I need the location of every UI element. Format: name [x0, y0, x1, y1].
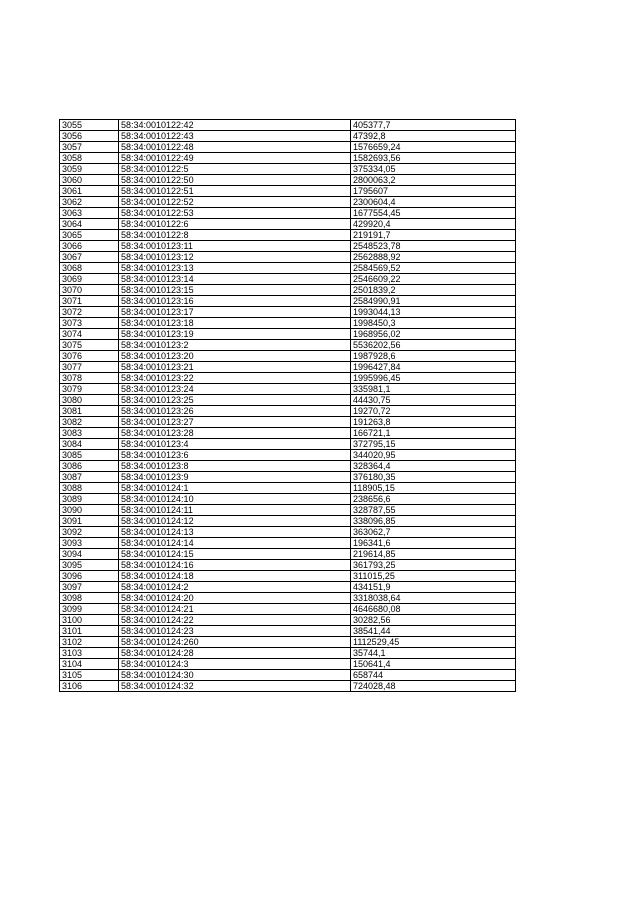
cadastral-id-cell: 58:34:0010122:53 — [119, 208, 351, 219]
row-number-cell: 3056 — [60, 131, 119, 142]
value-cell: 118905,15 — [351, 483, 516, 494]
table-row — [60, 637, 516, 648]
table-row — [60, 153, 516, 164]
table-row — [60, 252, 516, 263]
value-cell: 375334,05 — [351, 164, 516, 175]
table-row — [60, 615, 516, 626]
value-cell: 376180,35 — [351, 472, 516, 483]
cadastral-id-cell: 58:34:0010123:2 — [119, 340, 351, 351]
row-number-cell: 3088 — [60, 483, 119, 494]
cadastral-id-cell: 58:34:0010123:12 — [119, 252, 351, 263]
table-row — [60, 472, 516, 483]
cadastral-id-cell: 58:34:0010122:52 — [119, 197, 351, 208]
row-number-cell: 3087 — [60, 472, 119, 483]
cadastral-id-cell: 58:34:0010122:8 — [119, 230, 351, 241]
cadastral-id-cell: 58:34:0010122:50 — [119, 175, 351, 186]
cadastral-id-cell: 58:34:0010122:6 — [119, 219, 351, 230]
cadastral-id-cell: 58:34:0010123:13 — [119, 263, 351, 274]
row-number-cell: 3077 — [60, 362, 119, 373]
data-table — [59, 119, 516, 692]
cadastral-id-cell: 58:34:0010123:16 — [119, 296, 351, 307]
cadastral-id-cell: 58:34:0010123:4 — [119, 439, 351, 450]
row-number-cell: 3075 — [60, 340, 119, 351]
table-row — [60, 461, 516, 472]
value-cell: 1677554,45 — [351, 208, 516, 219]
table-row — [60, 362, 516, 373]
row-number-cell: 3063 — [60, 208, 119, 219]
cadastral-id-cell: 58:34:0010123:26 — [119, 406, 351, 417]
table-row — [60, 571, 516, 582]
table-row — [60, 274, 516, 285]
row-number-cell: 3080 — [60, 395, 119, 406]
value-cell: 344020,95 — [351, 450, 516, 461]
value-cell: 328364,4 — [351, 461, 516, 472]
table-row — [60, 131, 516, 142]
cadastral-id-cell: 58:34:0010123:24 — [119, 384, 351, 395]
row-number-cell: 3089 — [60, 494, 119, 505]
row-number-cell: 3096 — [60, 571, 119, 582]
cadastral-id-cell: 58:34:0010123:17 — [119, 307, 351, 318]
table-row — [60, 626, 516, 637]
table-row — [60, 164, 516, 175]
table-row — [60, 340, 516, 351]
value-cell: 219614,85 — [351, 549, 516, 560]
row-number-cell: 3102 — [60, 637, 119, 648]
table-row — [60, 670, 516, 681]
value-cell: 1795607 — [351, 186, 516, 197]
table-row — [60, 406, 516, 417]
row-number-cell: 3095 — [60, 560, 119, 571]
value-cell: 338096,85 — [351, 516, 516, 527]
table-row — [60, 428, 516, 439]
value-cell: 1112529,45 — [351, 637, 516, 648]
cadastral-id-cell: 58:34:0010122:49 — [119, 153, 351, 164]
value-cell: 2501839,2 — [351, 285, 516, 296]
cadastral-id-cell: 58:34:0010123:14 — [119, 274, 351, 285]
cadastral-id-cell: 58:34:0010123:6 — [119, 450, 351, 461]
table-row — [60, 494, 516, 505]
row-number-cell: 3099 — [60, 604, 119, 615]
value-cell: 335981,1 — [351, 384, 516, 395]
table-row — [60, 329, 516, 340]
row-number-cell: 3082 — [60, 417, 119, 428]
cadastral-id-cell: 58:34:0010124:14 — [119, 538, 351, 549]
table-row — [60, 373, 516, 384]
cadastral-id-cell: 58:34:0010124:260 — [119, 637, 351, 648]
table-row — [60, 230, 516, 241]
value-cell: 30282,56 — [351, 615, 516, 626]
table-row — [60, 142, 516, 153]
value-cell: 363062,7 — [351, 527, 516, 538]
value-cell: 19270,72 — [351, 406, 516, 417]
table-row — [60, 516, 516, 527]
value-cell: 1582693,56 — [351, 153, 516, 164]
table-row — [60, 582, 516, 593]
cadastral-id-cell: 58:34:0010123:15 — [119, 285, 351, 296]
value-cell: 219191,7 — [351, 230, 516, 241]
row-number-cell: 3097 — [60, 582, 119, 593]
value-cell: 196341,6 — [351, 538, 516, 549]
value-cell: 150641,4 — [351, 659, 516, 670]
row-number-cell: 3065 — [60, 230, 119, 241]
row-number-cell: 3101 — [60, 626, 119, 637]
table-row — [60, 307, 516, 318]
cadastral-id-cell: 58:34:0010124:12 — [119, 516, 351, 527]
row-number-cell: 3079 — [60, 384, 119, 395]
table-row — [60, 296, 516, 307]
row-number-cell: 3067 — [60, 252, 119, 263]
value-cell: 4646680,08 — [351, 604, 516, 615]
table-row — [60, 186, 516, 197]
cadastral-id-cell: 58:34:0010124:15 — [119, 549, 351, 560]
cadastral-id-cell: 58:34:0010124:28 — [119, 648, 351, 659]
cadastral-id-cell: 58:34:0010123:20 — [119, 351, 351, 362]
cadastral-id-cell: 58:34:0010124:10 — [119, 494, 351, 505]
table-row — [60, 538, 516, 549]
value-cell: 35744,1 — [351, 648, 516, 659]
value-cell: 238656,6 — [351, 494, 516, 505]
row-number-cell: 3083 — [60, 428, 119, 439]
row-number-cell: 3059 — [60, 164, 119, 175]
cadastral-id-cell: 58:34:0010122:51 — [119, 186, 351, 197]
table-row — [60, 659, 516, 670]
cadastral-id-cell: 58:34:0010122:43 — [119, 131, 351, 142]
cadastral-id-cell: 58:34:0010123:11 — [119, 241, 351, 252]
table-row — [60, 175, 516, 186]
value-cell: 658744 — [351, 670, 516, 681]
value-cell: 1996427,84 — [351, 362, 516, 373]
row-number-cell: 3066 — [60, 241, 119, 252]
table-row — [60, 527, 516, 538]
table-row — [60, 219, 516, 230]
value-cell: 2584569,52 — [351, 263, 516, 274]
row-number-cell: 3081 — [60, 406, 119, 417]
table-row — [60, 241, 516, 252]
cadastral-id-cell: 58:34:0010124:18 — [119, 571, 351, 582]
row-number-cell: 3064 — [60, 219, 119, 230]
row-number-cell: 3071 — [60, 296, 119, 307]
cadastral-id-cell: 58:34:0010124:3 — [119, 659, 351, 670]
row-number-cell: 3094 — [60, 549, 119, 560]
table-row — [60, 318, 516, 329]
value-cell: 3318038,64 — [351, 593, 516, 604]
value-cell: 372795,15 — [351, 439, 516, 450]
table-row — [60, 505, 516, 516]
row-number-cell: 3106 — [60, 681, 119, 692]
row-number-cell: 3086 — [60, 461, 119, 472]
row-number-cell: 3084 — [60, 439, 119, 450]
table-row — [60, 285, 516, 296]
table-row — [60, 417, 516, 428]
value-cell: 328787,55 — [351, 505, 516, 516]
value-cell: 2562888,92 — [351, 252, 516, 263]
value-cell: 1993044,13 — [351, 307, 516, 318]
value-cell: 1987928,6 — [351, 351, 516, 362]
value-cell: 724028,48 — [351, 681, 516, 692]
value-cell: 44430,75 — [351, 395, 516, 406]
cadastral-id-cell: 58:34:0010124:13 — [119, 527, 351, 538]
row-number-cell: 3070 — [60, 285, 119, 296]
cadastral-id-cell: 58:34:0010124:22 — [119, 615, 351, 626]
value-cell: 2300604,4 — [351, 197, 516, 208]
row-number-cell: 3061 — [60, 186, 119, 197]
row-number-cell: 3058 — [60, 153, 119, 164]
cadastral-id-cell: 58:34:0010124:20 — [119, 593, 351, 604]
cadastral-id-cell: 58:34:0010124:21 — [119, 604, 351, 615]
value-cell: 38541,44 — [351, 626, 516, 637]
cadastral-id-cell: 58:34:0010124:23 — [119, 626, 351, 637]
row-number-cell: 3072 — [60, 307, 119, 318]
cadastral-id-cell: 58:34:0010123:21 — [119, 362, 351, 373]
row-number-cell: 3092 — [60, 527, 119, 538]
cadastral-id-cell: 58:34:0010124:16 — [119, 560, 351, 571]
row-number-cell: 3098 — [60, 593, 119, 604]
row-number-cell: 3100 — [60, 615, 119, 626]
table-row — [60, 351, 516, 362]
row-number-cell: 3074 — [60, 329, 119, 340]
table-row — [60, 395, 516, 406]
cadastral-id-cell: 58:34:0010122:42 — [119, 120, 351, 131]
cadastral-id-cell: 58:34:0010123:27 — [119, 417, 351, 428]
table-row — [60, 197, 516, 208]
cadastral-id-cell: 58:34:0010123:19 — [119, 329, 351, 340]
table-row — [60, 648, 516, 659]
value-cell: 2548523,78 — [351, 241, 516, 252]
row-number-cell: 3090 — [60, 505, 119, 516]
cadastral-id-cell: 58:34:0010124:11 — [119, 505, 351, 516]
table-row — [60, 384, 516, 395]
value-cell: 361793,25 — [351, 560, 516, 571]
table-row — [60, 263, 516, 274]
value-cell: 434151,9 — [351, 582, 516, 593]
cadastral-id-cell: 58:34:0010124:32 — [119, 681, 351, 692]
table-row — [60, 450, 516, 461]
value-cell: 429920,4 — [351, 219, 516, 230]
table-row — [60, 439, 516, 450]
value-cell: 2800063,2 — [351, 175, 516, 186]
cadastral-id-cell: 58:34:0010123:25 — [119, 395, 351, 406]
table-row — [60, 681, 516, 692]
table-row — [60, 208, 516, 219]
cadastral-id-cell: 58:34:0010122:5 — [119, 164, 351, 175]
cadastral-id-cell: 58:34:0010124:1 — [119, 483, 351, 494]
value-cell: 47392,8 — [351, 131, 516, 142]
row-number-cell: 3078 — [60, 373, 119, 384]
cadastral-id-cell: 58:34:0010123:18 — [119, 318, 351, 329]
table-row — [60, 120, 516, 131]
row-number-cell: 3085 — [60, 450, 119, 461]
row-number-cell: 3103 — [60, 648, 119, 659]
row-number-cell: 3062 — [60, 197, 119, 208]
value-cell: 166721,1 — [351, 428, 516, 439]
value-cell: 2546609,22 — [351, 274, 516, 285]
row-number-cell: 3104 — [60, 659, 119, 670]
cadastral-id-cell: 58:34:0010124:30 — [119, 670, 351, 681]
table-row — [60, 593, 516, 604]
value-cell: 311015,25 — [351, 571, 516, 582]
cadastral-id-cell: 58:34:0010123:28 — [119, 428, 351, 439]
table-row — [60, 604, 516, 615]
row-number-cell: 3060 — [60, 175, 119, 186]
row-number-cell: 3069 — [60, 274, 119, 285]
table-body — [60, 120, 516, 692]
cadastral-id-cell: 58:34:0010123:22 — [119, 373, 351, 384]
value-cell: 1968956,02 — [351, 329, 516, 340]
value-cell: 1998450,3 — [351, 318, 516, 329]
value-cell: 1995996,45 — [351, 373, 516, 384]
value-cell: 2584990,91 — [351, 296, 516, 307]
row-number-cell: 3057 — [60, 142, 119, 153]
cadastral-id-cell: 58:34:0010122:48 — [119, 142, 351, 153]
row-number-cell: 3073 — [60, 318, 119, 329]
document-page — [59, 119, 515, 692]
cadastral-id-cell: 58:34:0010123:9 — [119, 472, 351, 483]
table-row — [60, 560, 516, 571]
row-number-cell: 3076 — [60, 351, 119, 362]
row-number-cell: 3068 — [60, 263, 119, 274]
value-cell: 1576659,24 — [351, 142, 516, 153]
row-number-cell: 3055 — [60, 120, 119, 131]
value-cell: 405377,7 — [351, 120, 516, 131]
row-number-cell: 3093 — [60, 538, 119, 549]
value-cell: 191263,8 — [351, 417, 516, 428]
table-row — [60, 483, 516, 494]
row-number-cell: 3091 — [60, 516, 119, 527]
row-number-cell: 3105 — [60, 670, 119, 681]
cadastral-id-cell: 58:34:0010123:8 — [119, 461, 351, 472]
value-cell: 5536202,56 — [351, 340, 516, 351]
cadastral-id-cell: 58:34:0010124:2 — [119, 582, 351, 593]
table-row — [60, 549, 516, 560]
